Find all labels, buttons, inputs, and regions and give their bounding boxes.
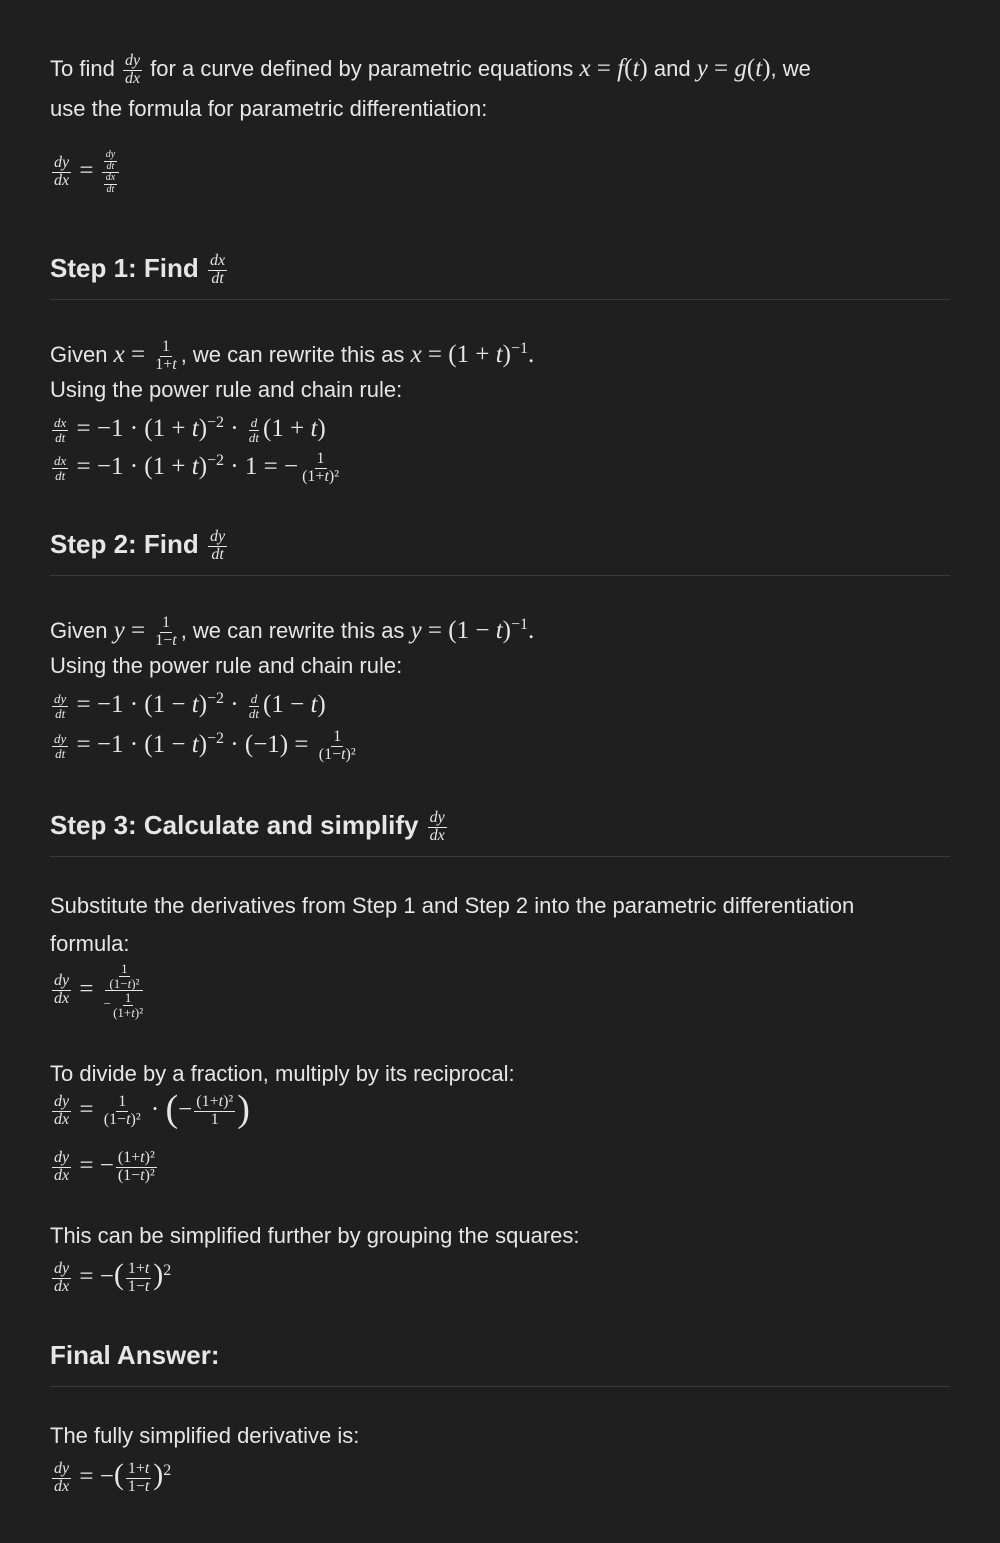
- step3-substitute-line-2: formula:: [50, 931, 130, 956]
- final-divider: [50, 1386, 950, 1387]
- step1-divider: [50, 299, 950, 300]
- step3-heading: Step 3: Calculate and simplify $\frac{dy}{dx}$: [50, 808, 445, 844]
- step2-heading: Step 2: Find $\frac{dy}{dt}$: [50, 527, 226, 563]
- intro-y-equation: y = g(t): [696, 55, 771, 82]
- step2-equation-1: $\frac{dy}{dt}$ = $-1 \cdot (1 - t)^{-2}$ · $\frac{d}{dt}$ (1 − t): [54, 690, 326, 721]
- parametric-formula: $\frac{dy}{dx}$ = $\frac{dy}{dt}$ $\frac{dx}{dt}$: [50, 150, 950, 195]
- step2-divider: [50, 575, 950, 576]
- intro-text-a: To find: [50, 56, 115, 81]
- step2-given-line: Given y = $\frac{1}{1-t}$ , we can rewrite this as $y = (1 - t)^{-1}$.: [50, 613, 535, 649]
- step3-substitute-line-1: Substitute the derivatives from Step 1 and Step 2 into the parametric differentiation: [50, 893, 855, 918]
- step3-reciprocal-equation: $\frac{dy}{dx}$ = $\frac{1}{\text{(1−t)²}}$ · (− $\frac{\text{(1+t)²}}{1}$ ): [54, 1088, 250, 1131]
- step1-rule-text: Using the power rule and chain rule:: [50, 377, 403, 402]
- final-answer-heading: Final Answer:: [50, 1340, 220, 1370]
- step3-dydx-fraction: $\frac{dy}{dx}$: [429, 808, 445, 844]
- intro-text-b: for a curve defined by parametric equations: [150, 56, 574, 81]
- step1-heading: Step 1: Find $\frac{dx}{dt}$: [50, 251, 226, 287]
- step3-group-text: This can be simplified further by grouping the squares:: [50, 1223, 580, 1248]
- step2-rule-text: Using the power rule and chain rule:: [50, 653, 403, 678]
- final-answer-text: The fully simplified derivative is:: [50, 1423, 360, 1448]
- intro-line-1: [50, 50, 950, 88]
- final-answer-equation: $\frac{dy}{dx}$ = −( $\frac{1+t}{1-t}$ )$^2$: [54, 1458, 172, 1495]
- step3-substitution-equation: $\frac{dy}{dx}$ = $\frac{1}{\text{(1−t)²}}$ − $\frac{1}{\text{(1+t)²}}$: [54, 961, 144, 1020]
- step2-equation-2: $\frac{dy}{dt}$ = $-1 \cdot (1 - t)^{-2} \cdot (-1)$ = $\frac{1}{\text{(1−t)²}}$: [54, 727, 356, 763]
- step3-divider: [50, 856, 950, 857]
- step1-equation-2: $\frac{dx}{dt}$ = $-1 \cdot (1 + t)^{-2} \cdot 1$ = − $\frac{1}{\text{(1+t)²}}$: [54, 449, 340, 485]
- intro-text-d: , we: [770, 56, 811, 81]
- intro-line-2: use the formula for parametric differentiation:: [50, 96, 488, 121]
- step1-given-line: Given x = $\frac{1}{1+t}$ , we can rewrite this as $x = (1 + t)^{-1}$.: [50, 337, 535, 373]
- step2-dydt-fraction: $\frac{dy}{dt}$: [210, 527, 226, 563]
- step1-equation-1: $\frac{dx}{dt}$ = $-1 \cdot (1 + t)^{-2}$ · $\frac{d}{dt}$ (1 + t): [54, 414, 326, 445]
- step3-divide-text: To divide by a fraction, multiply by its reciprocal:: [50, 1061, 515, 1086]
- intro-text-c: and: [653, 56, 691, 81]
- step3-product-equation: $\frac{dy}{dx}$ = − $\frac{\text{(1+t)²}}{\text{(1−t)²}}$: [54, 1149, 155, 1184]
- intro-dydx-fraction: $\frac{dy}{dx}$: [124, 51, 141, 87]
- step3-grouped-equation: $\frac{dy}{dx}$ = −( $\frac{1+t}{1-t}$ )$^2$: [54, 1258, 172, 1295]
- step1-dxdt-fraction: $\frac{dx}{dt}$: [210, 251, 226, 287]
- intro-x-equation: x = f(t): [579, 55, 648, 82]
